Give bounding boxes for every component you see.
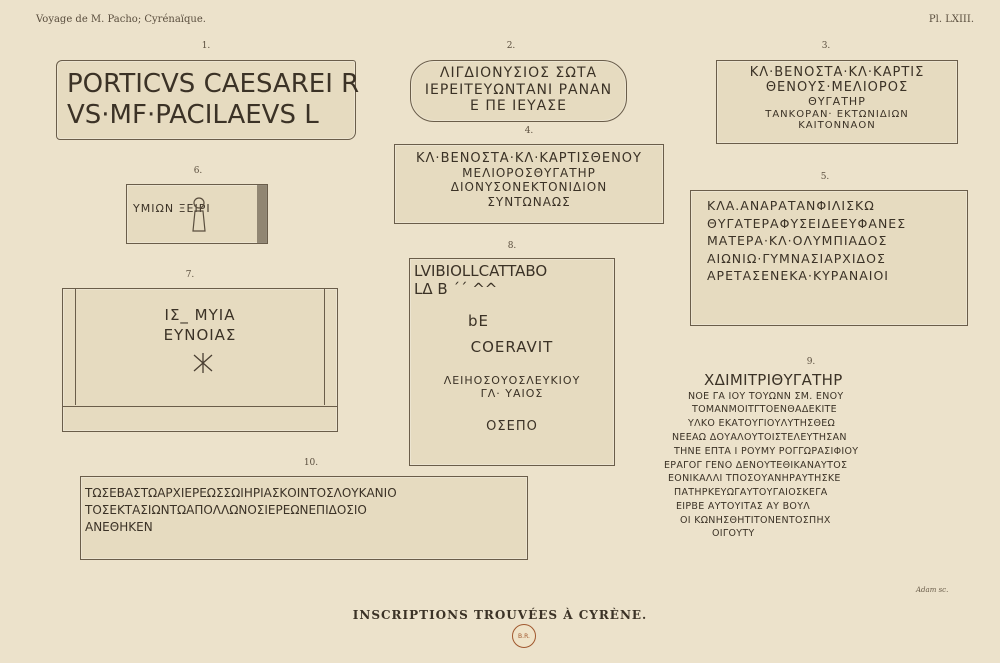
inscription-9-line: ΕΡΑΓΟΓ ΓΕΝΟ ΔΕΝΟΥΤΕΘΙΚΑΝΑΥΤΟΣ	[664, 459, 848, 471]
inscription-8-line: ΓΛ· ΥΑΙΟΣ	[480, 386, 544, 400]
inscription-1-line: VS·MF·PACILAEVS L	[67, 99, 319, 130]
inscription-2-number: 2.	[506, 41, 516, 51]
relief-figure-icon	[189, 195, 209, 233]
inscription-4-line: ΜΕΛΙΟΡΟΣΘΥΓΑΤΗΡ	[462, 166, 596, 181]
inscription-5-line: ΚΛΑ.ΑΝΑΡΑΤΑΝΦΙΛΙΣΚΩ	[707, 198, 875, 213]
inscription-6-line: ΥΜΙΩΝ ΞΕΙΡΙ	[133, 202, 211, 215]
plate-title: INSCRIPTIONS TROUVÉES À CYRÈNE.	[352, 608, 648, 622]
inscription-4-line: ΣΥΝΤΩΝΑΩΣ	[487, 194, 571, 209]
inscription-3-slab	[716, 60, 958, 144]
inscription-5-line: ΑΡΕΤΑΣΕΝΕΚΑ·ΚΥΡΑΝΑΙΟΙ	[707, 268, 889, 283]
inscription-5-line: ΘΥΓΑΤΕΡΑΦΥΣΕΙΔΕΕΥΦΑΝΕΣ	[707, 215, 907, 231]
inscription-1-line: PORTICVS CAESAREI R	[67, 69, 360, 99]
slab-base-line	[63, 406, 337, 407]
inscription-6-slab	[126, 184, 268, 244]
inscription-3-line: ΘΕΝΟΥΣ·ΜΕΛΙΟΡΟΣ	[765, 80, 909, 96]
inscription-7-line: ΕΥΝΟΙΑΣ	[163, 326, 237, 345]
inscription-9-line: ΠΑΤΗΡΚΕΥΩΓΑΥΤΟΥΓΑΙΟΣΚΕΓΑ	[674, 487, 828, 499]
inscription-9-line: ΧΔΙΜΙΤΡΙΘΥΓΑΤΗΡ	[704, 371, 843, 389]
inscription-8-line: LΔ Β ΄΄ ^^	[414, 279, 498, 298]
inscription-9-line: ΥΛΚΟ ΕΚΑΤΟΥΓΙΟΥΛΥΤΗΣΘΕΩ	[688, 418, 836, 430]
inscription-3-line: ΚΑΙΤΟΝΝΑΟΝ	[798, 120, 876, 132]
inscription-10-number: 10.	[303, 458, 319, 468]
inscription-7-number: 7.	[185, 270, 195, 280]
inscription-3-number: 3.	[821, 41, 831, 51]
inscription-9-number: 9.	[806, 357, 816, 367]
inscription-2-slab	[410, 60, 627, 122]
inscription-8-slab	[409, 258, 615, 466]
inscription-4-line: ΚΛ·ΒΕΝΟΣΤΑ·ΚΛ·ΚΑΡΤΙΣΘΕΝΟΥ	[416, 151, 642, 166]
inscription-5-slab	[690, 190, 968, 326]
inscription-1-slab	[56, 60, 360, 140]
inscription-9-line: ΟΙ ΚΩΝΗΣΘΗΤΙΤΟΝΕΝΤΟΣΠΗΧ	[680, 514, 831, 526]
inscription-9-line: ΝΟΕ ΓΑ ΙΟΥ ΤΟΥΩΝΝ ΣΜ. ΕΝΟΥ	[688, 390, 844, 402]
inscription-2-line: ΛΙΓΔΙΟΝΥΣΙΟΣ ΣΩΤΑ	[439, 65, 598, 81]
inscription-4-slab	[394, 144, 664, 224]
inscription-10-line: ΤΟΣΕΚΤΑΣΙΩΝΤΩΑΠΟΛΛΩΝΟΣΙΕΡΕΩΝΕΠΙΔΟΣΙΟ	[85, 502, 367, 517]
inscription-3-line: ΚΛ·ΒΕΝΟΣΤΑ·ΚΛ·ΚΑΡΤΙΣ	[749, 65, 925, 80]
slab-shadow	[257, 185, 267, 243]
seal-stamp-icon	[512, 624, 536, 648]
plate-number: Pl. LXIII.	[928, 14, 974, 25]
inscription-8-line: COERAVIT	[470, 338, 554, 356]
inscription-5-line: ΑΙΩΝΙΩ·ΓΥΜΝΑΣΙΑΡΧΙΔΟΣ	[707, 250, 886, 266]
header-left: Voyage de M. Pacho; Cyrénaïque.	[36, 14, 206, 25]
inscription-10-slab	[80, 476, 528, 560]
inscription-9-line: ΕΙΡΒΕ ΑΥΤΟΥΙΤΑΣ ΑΥ ΒΟΥΛ	[676, 500, 811, 512]
inscription-8-line: ΟΣΕΠΟ	[486, 419, 538, 434]
inscription-9-line: ΤΟΜΑΝΜΟΙΤΓΤΟΕΝΘΑΔΕΚΙΤΕ	[692, 404, 837, 416]
inscription-8-line: bE	[468, 312, 489, 330]
inscription-1-number: 1.	[201, 41, 211, 51]
inscription-9-line: ΕΟΝΙΚΑΛΛΙ ΤΠΟΣΟΥΑΝΗΡΑΥΤΗΣΚΕ	[668, 473, 841, 485]
inscription-7-line: ΙΣ_ ΜΥΙΑ	[164, 306, 236, 324]
inscription-8-line: LVIBIOLLCATTABO	[414, 262, 548, 280]
inscription-2-line: Ε ΠΕ ΙΕΥΑΣΕ	[470, 98, 567, 115]
engraver-credit: Adam sc.	[916, 586, 949, 594]
inscription-8-line: ΛΕΙΗΟΣΟΥΟΣΛΕΥΚΙΟΥ	[443, 374, 581, 387]
seal-text: B.R.	[518, 632, 530, 640]
inscription-5-number: 5.	[820, 172, 830, 182]
inscription-3-line: ΘΥΓΑΤΗΡ	[808, 94, 866, 108]
inscription-9-line: ΤΗΝΕ ΕΠΤΑ Ι ΡΟΥΜΥ ΡΟΓΓΩΡΑΣΙΦΙΟΥ	[674, 445, 859, 457]
inscription-6-number: 6.	[193, 166, 203, 176]
inscription-4-line: ΔΙΟΝΥΣΟΝΕΚΤΟΝΙΔΙΟΝ	[450, 180, 608, 195]
inscription-5-line: ΜΑΤΕΡΑ·ΚΛ·ΟΛΥΜΠΙΑΔΟΣ	[707, 233, 888, 248]
inscription-10-line: ΑΝΕΘΗΚΕΝ	[85, 519, 153, 534]
inscription-8-number: 8.	[507, 241, 517, 251]
inscription-7-slab	[62, 288, 338, 432]
monogram-icon	[191, 351, 215, 375]
inscription-9-line: ΟΙΓΟΥΤΥ	[712, 528, 755, 540]
inscription-3-line: ΤΑΝΚΟΡΑΝ· ΕΚΤΩΝΙΔΙΩΝ	[765, 108, 909, 120]
inscription-10-line: ΤΩΣΕΒΑΣΤΩΑΡΧΙΕΡΕΩΣΣΩΙΗΡΙΑΣΚΟΙΝΤΟΣΛΟΥΚΑΝΙΟ	[85, 486, 397, 500]
inscription-9-line: ΝΕΕΑΩ ΔΟΥΑΛΟΥΤΟΙΣΤΕΛΕΥΤΗΣΑΝ	[672, 431, 847, 443]
inscription-9-fragment	[664, 372, 960, 572]
inscription-2-line: ΙΕΡΕΙΤΕΥΩΝΤΑΝΙ ΡΑΝΑΝ	[424, 81, 613, 98]
inscription-4-number: 4.	[524, 126, 534, 136]
